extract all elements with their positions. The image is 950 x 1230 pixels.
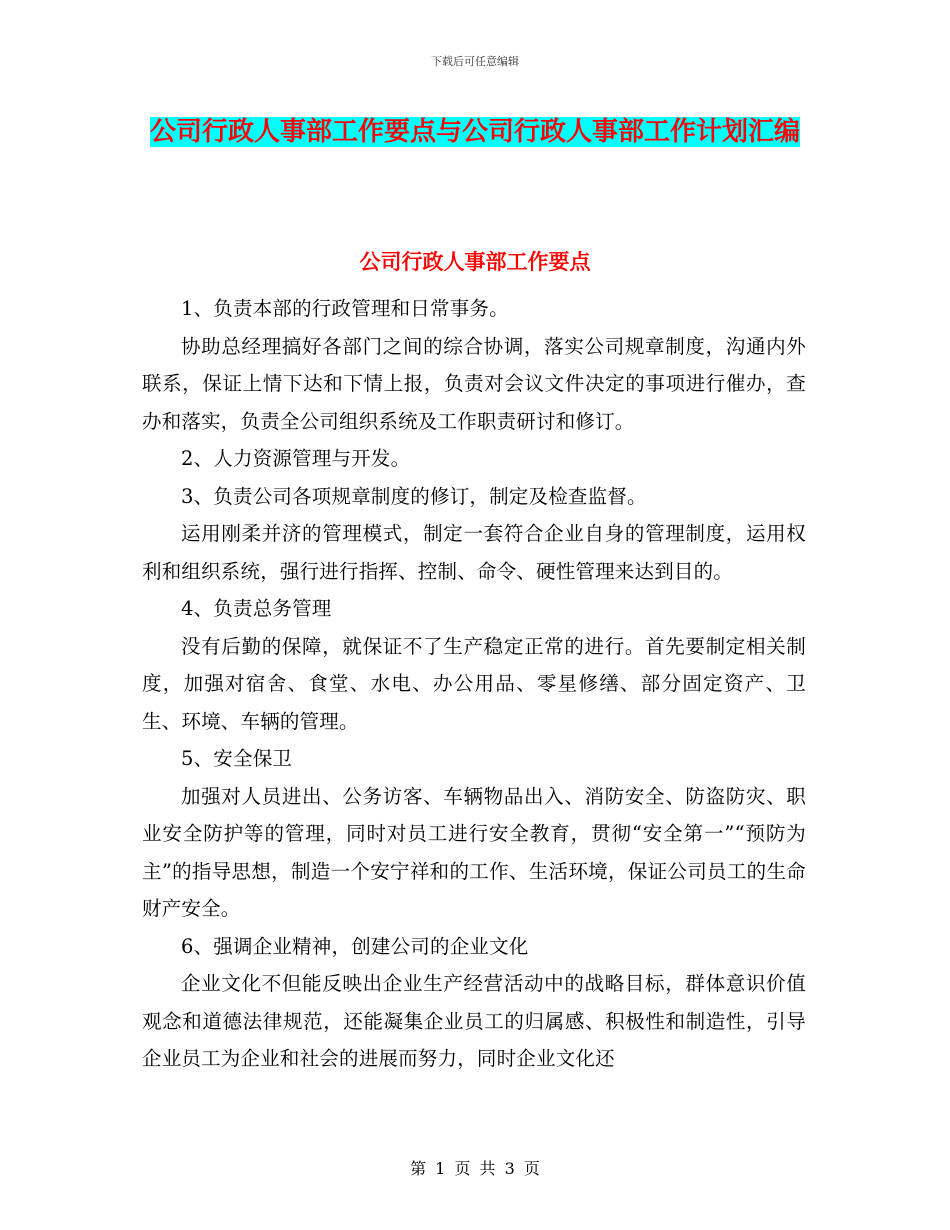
paragraph: 5、安全保卫 bbox=[181, 747, 293, 770]
document-title bbox=[140, 108, 810, 156]
paragraph: 6、强调企业精神，创建公司的企业文化 bbox=[181, 934, 529, 958]
paragraph: 2、人力资源管理与开发。 bbox=[181, 447, 411, 470]
document-title-text: 公司行政人事部工作要点与公司行政人事部工作计划汇编 bbox=[149, 117, 800, 147]
paragraph: 4、负责总务管理 bbox=[181, 597, 332, 620]
header-note: 下载后可任意编辑 bbox=[431, 55, 519, 68]
page-number-footer: 第 1 页 共 3 页 bbox=[410, 1159, 540, 1178]
paragraph: 运用刚柔并济的管理模式，制定一套符合企业自身的管理制度，运用权利和组织系统，强行进行指挥、控制、命令、硬性管理来达到目的。 bbox=[142, 522, 806, 583]
paragraph: 没有后勤的保障，就保证不了生产稳定正常的进行。首先要制定相关制度，加强对宿舍、食堂、水电、办公用品、零星修缮、部分固定资产、卫生、环境、车辆的管理。 bbox=[142, 634, 806, 733]
paragraph: 协助总经理搞好各部门之间的综合协调，落实公司规章制度，沟通内外联系，保证上情下达和下情上报，负责对会议文件决定的事项进行催办，查办和落实，负责全公司组织系统及工作职责研讨和修订。 bbox=[142, 334, 806, 433]
paragraph: 3、负责公司各项规章制度的修订，制定及检查监督。 bbox=[181, 484, 647, 508]
paragraph: 1、负责本部的行政管理和日常事务。 bbox=[181, 297, 509, 320]
paragraph: 企业文化不但能反映出企业生产经营活动中的战略目标，群体意识价值观念和道德法律规范，还能凝集企业员工的归属感、积极性和制造性，引导企业员工为企业和社会的进展而努力，同时企业文化还 bbox=[142, 972, 806, 1070]
paragraph: 加强对人员进出、公务访客、车辆物品出入、消防安全、防盗防灾、职业安全防护等的管理，同时对员工进行安全教育，贯彻“安全第一”“预防为主”的指导思想，制造一个安宁祥和的工作、生活环境，保证公司员工的生命财产安全。 bbox=[142, 784, 806, 920]
document-body bbox=[142, 290, 806, 1078]
section-title: 公司行政人事部工作要点 bbox=[359, 250, 591, 274]
